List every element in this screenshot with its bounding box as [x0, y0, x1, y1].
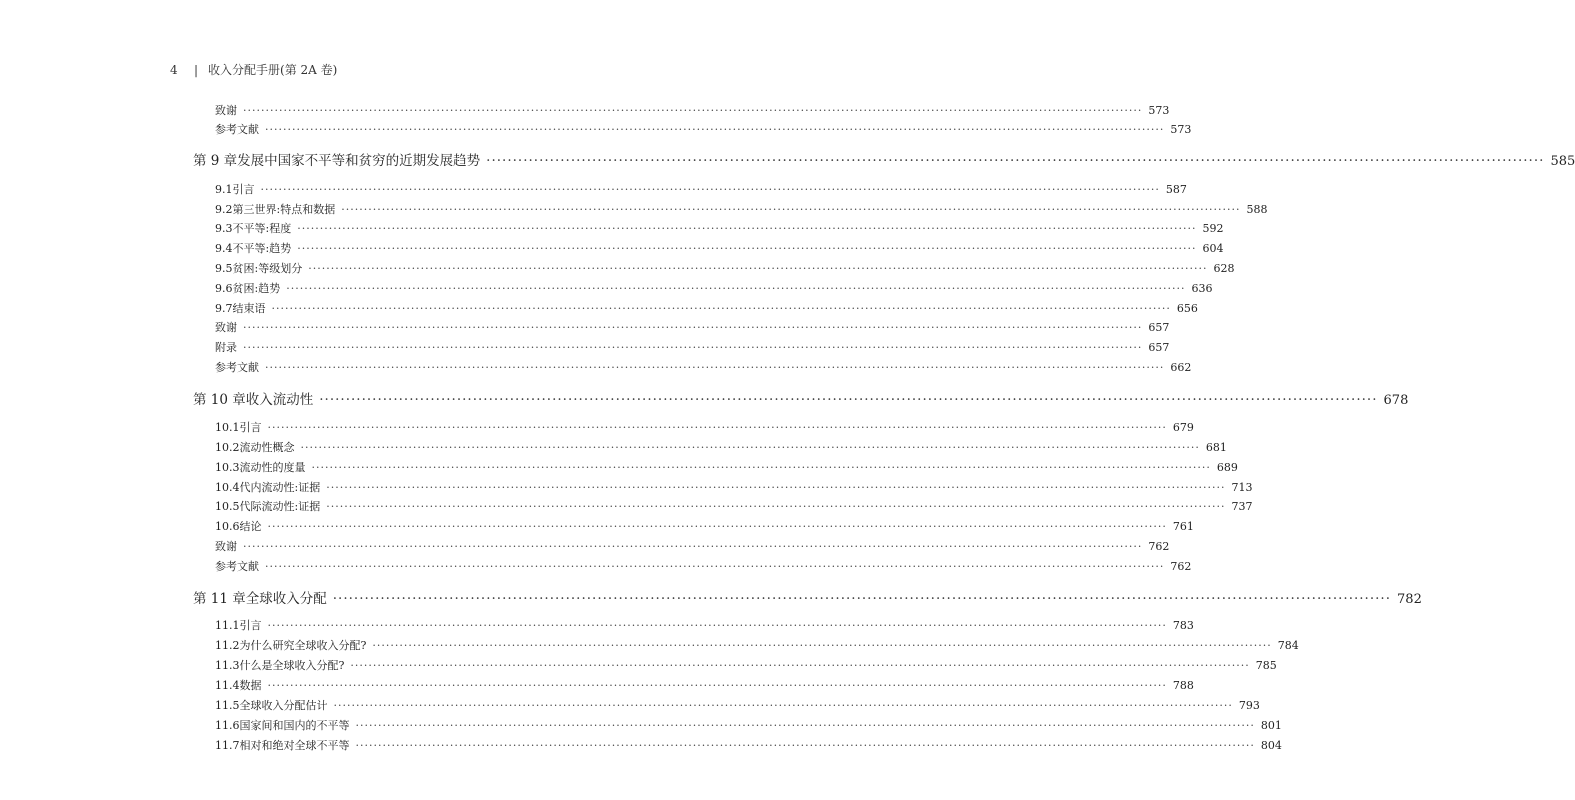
toc-entry-title: 参考文献	[215, 123, 259, 136]
toc-entry-title: 代际流动性:证据	[239, 500, 321, 513]
dot-leader: ········································································································································································································	[260, 183, 1160, 196]
toc-entry	[215, 479, 1253, 495]
dot-leader: ········································································································································································································	[300, 441, 1200, 454]
toc-chapter	[193, 388, 1409, 408]
dot-leader: ········································································································································································································	[311, 461, 1211, 474]
running-head-separator: |	[194, 62, 199, 77]
toc-entry	[215, 359, 1192, 375]
toc-entry-page: 762	[1170, 560, 1192, 573]
toc-entry-number: 9.1	[215, 183, 233, 196]
dot-leader: ········································································································································································································	[243, 321, 1143, 334]
toc-entry	[215, 201, 1268, 217]
toc-entry	[215, 737, 1282, 753]
toc-entry-title: 代内流动性:证据	[239, 481, 321, 494]
toc-entry-page: 737	[1231, 500, 1253, 513]
toc-entry-number: 10.5	[215, 500, 240, 513]
toc-entry-title: 国家间和国内的不平等	[239, 719, 350, 732]
toc-entry-title: 致谢	[215, 104, 237, 117]
toc-entry-page: 785	[1255, 659, 1277, 672]
toc-entry-page: 788	[1172, 679, 1194, 692]
toc-entry-title: 不平等:趋势	[232, 242, 292, 255]
toc-entry-page: 678	[1383, 393, 1409, 408]
toc-entry-number: 9.4	[215, 242, 233, 255]
toc-entry	[215, 121, 1192, 137]
toc-entry-title: 引言	[232, 183, 255, 196]
toc-entry-number: 10.2	[215, 441, 240, 454]
toc-entry-number: 11.2	[215, 639, 240, 652]
toc-entry	[215, 637, 1299, 653]
toc-entry-title: 结束语	[232, 302, 266, 315]
toc-entry-number: 11.5	[215, 699, 240, 712]
toc-entry-number: 11.4	[215, 679, 240, 692]
toc-entry-page: 801	[1260, 719, 1282, 732]
toc-entry	[215, 518, 1194, 534]
toc-entry	[215, 558, 1192, 574]
dot-leader: ········································································································································································································	[326, 500, 1226, 513]
toc-entry-number: 10.4	[215, 481, 240, 494]
toc-entry-title: 引言	[239, 421, 262, 434]
toc-entry-page: 592	[1202, 222, 1224, 235]
toc-entry-page: 783	[1172, 619, 1194, 632]
dot-leader: ········································································································································································································	[372, 639, 1272, 652]
toc-entry-title: 不平等:程度	[232, 222, 292, 235]
toc-entry-page: 587	[1165, 183, 1187, 196]
toc-entry-page: 689	[1216, 461, 1238, 474]
toc-entry-page: 656	[1176, 302, 1198, 315]
toc-entry	[215, 657, 1277, 673]
toc-entry-title: 流动性的度量	[239, 461, 306, 474]
toc-entry-title: 致谢	[215, 540, 237, 553]
toc-entry-title: 贫困:趋势	[232, 282, 281, 295]
toc-chapter	[193, 587, 1422, 607]
toc-entry-title: 参考文献	[215, 361, 259, 374]
dot-leader: ········································································································································································································	[267, 421, 1167, 434]
toc-entry-page: 573	[1148, 104, 1170, 117]
toc-entry	[215, 717, 1282, 733]
toc-entry-title: 附录	[215, 341, 237, 354]
toc-entry-title: 第三世界:特点和数据	[232, 203, 336, 216]
toc-entry-title: 全球收入分配估计	[239, 699, 328, 712]
toc-entry	[215, 240, 1224, 256]
dot-leader: ········································································································································································································	[333, 699, 1233, 712]
toc-entry-page: 761	[1172, 520, 1194, 533]
toc-entry-page: 604	[1202, 242, 1224, 255]
toc-entry-title: 什么是全球收入分配?	[239, 659, 345, 672]
dot-leader: ········································································································································································································	[265, 560, 1165, 573]
toc-entry-number: 第 11 章	[193, 591, 246, 607]
toc-entry	[215, 319, 1170, 335]
dot-leader: ········································································································································································································	[332, 591, 1392, 607]
toc-entry-number: 11.1	[215, 619, 240, 632]
toc-entry-page: 585	[1550, 154, 1575, 169]
toc-entry-page: 681	[1205, 441, 1227, 454]
toc-entry-title: 全球收入分配	[245, 591, 327, 607]
book-title: 收入分配手册(第 2A 卷)	[208, 63, 338, 77]
dot-leader: ········································································································································································································	[267, 679, 1167, 692]
toc-entry-title: 致谢	[215, 321, 237, 334]
toc-entry-number: 9.3	[215, 222, 233, 235]
toc-entry-title: 参考文献	[215, 560, 259, 573]
toc-entry-page: 628	[1213, 262, 1235, 275]
toc-entry-title: 流动性概念	[239, 441, 295, 454]
dot-leader: ········································································································································································································	[243, 540, 1143, 553]
toc-entry-title: 收入流动性	[245, 392, 314, 408]
toc-entry-page: 782	[1397, 592, 1422, 607]
dot-leader: ········································································································································································································	[297, 242, 1197, 255]
toc-entry-number: 第 10 章	[193, 392, 246, 408]
toc-entry-number: 9.2	[215, 203, 233, 216]
dot-leader: ········································································································································································································	[271, 302, 1171, 315]
toc-entry-page: 657	[1148, 341, 1170, 354]
dot-leader: ········································································································································································································	[326, 481, 1226, 494]
toc-entry	[215, 439, 1227, 455]
toc-entry	[215, 617, 1194, 633]
toc-entry-page: 793	[1238, 699, 1260, 712]
toc-entry-number: 10.3	[215, 461, 240, 474]
toc-entry	[215, 459, 1238, 475]
toc-entry	[215, 300, 1198, 316]
toc-entry	[215, 339, 1170, 355]
toc-entry	[215, 498, 1253, 514]
toc-entry-number: 9.7	[215, 302, 233, 315]
toc-entry	[215, 102, 1170, 118]
toc-entry-title: 结论	[239, 520, 262, 533]
dot-leader: ········································································································································································································	[267, 619, 1167, 632]
dot-leader: ········································································································································································································	[243, 104, 1143, 117]
dot-leader: ········································································································································································································	[486, 153, 1545, 169]
toc-entry-page: 762	[1148, 540, 1170, 553]
toc-entry-page: 679	[1172, 421, 1194, 434]
toc-entry-title: 为什么研究全球收入分配?	[239, 639, 367, 652]
toc-entry-number: 11.6	[215, 719, 240, 732]
toc-entry-number: 10.6	[215, 520, 240, 533]
toc-entry-number: 10.1	[215, 421, 240, 434]
page-number: 4	[170, 62, 178, 77]
toc-entry	[215, 181, 1187, 197]
toc-entry-title: 引言	[239, 619, 262, 632]
toc-entry-number: 11.7	[215, 739, 240, 752]
toc-entry	[215, 538, 1170, 554]
dot-leader: ········································································································································································································	[265, 361, 1165, 374]
dot-leader: ········································································································································································································	[286, 282, 1186, 295]
toc-entry-title: 发展中国家不平等和贫穷的近期发展趋势	[237, 153, 481, 169]
toc-entry	[215, 419, 1194, 435]
dot-leader: ········································································································································································································	[319, 392, 1378, 408]
toc-entry-number: 9.6	[215, 282, 233, 295]
toc-entry-page: 662	[1170, 361, 1192, 374]
toc-entry-page: 588	[1246, 203, 1268, 216]
toc-entry-number: 11.3	[215, 659, 240, 672]
toc-entry-title: 数据	[239, 679, 262, 692]
toc-entry	[215, 260, 1235, 276]
toc-entry	[215, 677, 1194, 693]
toc-entry-page: 657	[1148, 321, 1170, 334]
dot-leader: ········································································································································································································	[265, 123, 1165, 136]
dot-leader: ········································································································································································································	[355, 719, 1255, 732]
dot-leader: ········································································································································································································	[350, 659, 1250, 672]
dot-leader: ········································································································································································································	[297, 222, 1197, 235]
toc-entry-page: 713	[1231, 481, 1253, 494]
dot-leader: ········································································································································································································	[267, 520, 1167, 533]
toc-entry-page: 804	[1260, 739, 1282, 752]
toc-entry-page: 573	[1170, 123, 1192, 136]
dot-leader: ········································································································································································································	[355, 739, 1255, 752]
toc-entry-page: 784	[1277, 639, 1299, 652]
toc-entry	[215, 220, 1224, 236]
toc-entry-number: 9.5	[215, 262, 233, 275]
toc-entry	[215, 697, 1260, 713]
toc-chapter	[193, 149, 1575, 169]
toc-entry-number: 第 9 章	[193, 153, 238, 169]
dot-leader: ········································································································································································································	[341, 203, 1241, 216]
dot-leader: ········································································································································································································	[243, 341, 1143, 354]
toc-entry-page: 636	[1191, 282, 1213, 295]
toc-entry-title: 贫困:等级划分	[232, 262, 303, 275]
toc-entry-title: 相对和绝对全球不平等	[239, 739, 350, 752]
dot-leader: ········································································································································································································	[308, 262, 1208, 275]
toc-entry	[215, 280, 1213, 296]
